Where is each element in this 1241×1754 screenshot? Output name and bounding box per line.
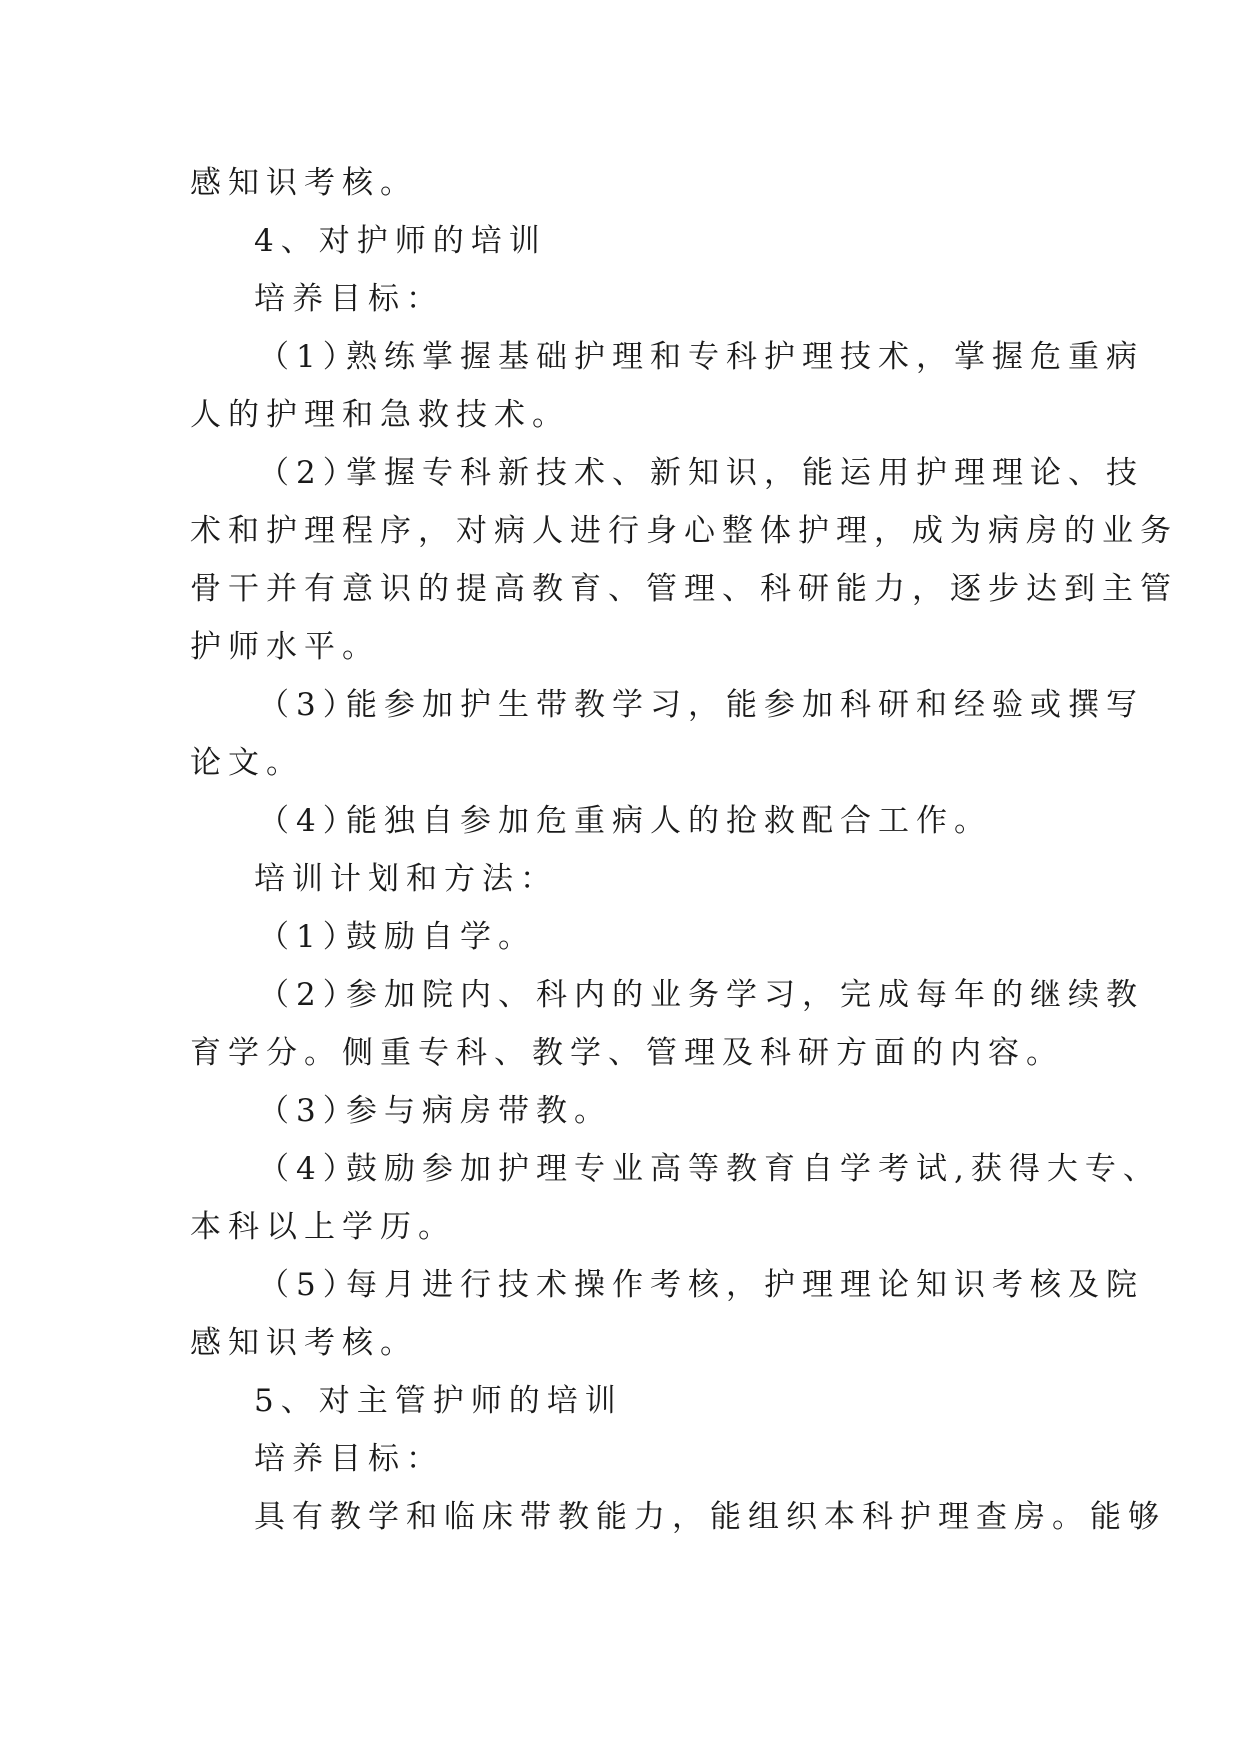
item-text: 能独自参加危重病人的抢救配合工作。 — [346, 803, 992, 839]
item-number: （5） — [258, 1267, 361, 1303]
numbered-item — [190, 444, 1144, 502]
section-heading-5: 5、对主管护师的培训 — [254, 1383, 623, 1419]
body-line: 骨干并有意识的提高教育、管理、科研能力，逐步达到主管 — [190, 571, 1178, 607]
body-line: 感知识考核。 — [190, 165, 418, 201]
body-line: 护师水平。 — [190, 629, 380, 665]
item-number: （1） — [258, 919, 361, 955]
item-text: 熟练掌握基础护理和专科护理技术，掌握危重病 — [346, 339, 1144, 375]
body-line: 术和护理程序，对病人进行身心整体护理，成为病房的业务 — [190, 513, 1178, 549]
subheading-training-goals: 培养目标： — [254, 281, 444, 317]
body-line: 育学分。侧重专科、教学、管理及科研方面的内容。 — [190, 1035, 1064, 1071]
numbered-item — [190, 676, 1144, 734]
item-number: （3） — [258, 687, 361, 723]
numbered-item — [190, 1256, 1144, 1314]
item-number: （2） — [258, 455, 361, 491]
body-line: 人的护理和急救技术。 — [190, 397, 570, 433]
numbered-item — [190, 792, 1050, 850]
item-text: 参与病房带教。 — [346, 1093, 612, 1129]
numbered-item — [190, 328, 1144, 386]
item-number: （4） — [258, 803, 361, 839]
numbered-item — [190, 908, 1050, 966]
item-text: 掌握专科新技术、新知识，能运用护理理论、技 — [346, 455, 1144, 491]
subheading-training-goals: 培养目标： — [254, 1441, 444, 1477]
item-number: （1） — [258, 339, 361, 375]
numbered-item — [190, 966, 1144, 1024]
body-line: 感知识考核。 — [190, 1325, 418, 1361]
item-text: 鼓励参加护理专业高等教育自学考试,获得大专、 — [346, 1151, 1161, 1187]
numbered-item — [190, 1140, 1161, 1198]
subheading-training-plan: 培训计划和方法： — [254, 861, 558, 897]
item-text: 能参加护生带教学习，能参加科研和经验或撰写 — [346, 687, 1144, 723]
item-number: （2） — [258, 977, 361, 1013]
item-text: 每月进行技术操作考核，护理理论知识考核及院 — [346, 1267, 1144, 1303]
document-body — [190, 154, 1178, 1546]
item-text: 鼓励自学。 — [346, 919, 536, 955]
item-number: （4） — [258, 1151, 361, 1187]
item-text: 参加院内、科内的业务学习，完成每年的继续教 — [346, 977, 1144, 1013]
section-heading-4: 4、对护师的培训 — [254, 223, 547, 259]
numbered-item — [190, 1082, 1050, 1140]
item-number: （3） — [258, 1093, 361, 1129]
body-line: 论文。 — [190, 745, 304, 781]
body-line: 本科以上学历。 — [190, 1209, 456, 1245]
body-line: 具有教学和临床带教能力，能组织本科护理查房。能够 — [254, 1499, 1166, 1535]
